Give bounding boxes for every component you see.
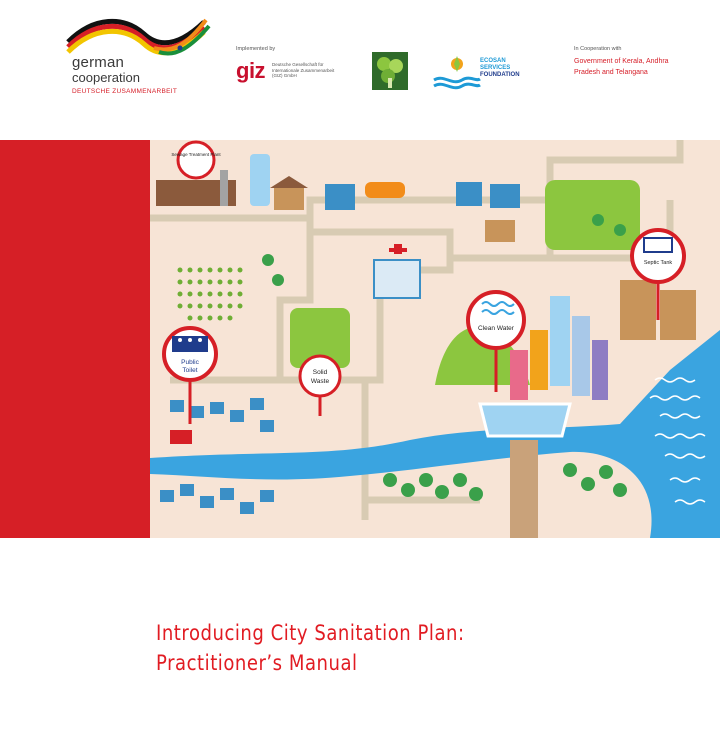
hospital bbox=[374, 244, 420, 298]
implemented-by-label: Implemented by bbox=[236, 46, 276, 52]
septic-tank-label: Septic Tank bbox=[643, 260, 673, 266]
red-side-band bbox=[0, 140, 150, 538]
ecosan-line2: SERVICES bbox=[480, 65, 511, 71]
water-reservoir bbox=[480, 404, 570, 538]
german-cooperation-logo bbox=[64, 12, 214, 112]
sewage-label: Sewage Treatment Plant bbox=[171, 152, 221, 157]
ecosan-logo bbox=[432, 52, 552, 92]
public-toilet-label-2: Toilet bbox=[182, 367, 198, 374]
city-map-svg bbox=[150, 140, 720, 538]
ecosan-line3: FOUNDATION bbox=[480, 72, 520, 78]
cooperation-label: In Cooperation with bbox=[574, 46, 622, 52]
clean-water-label: Clean Water bbox=[478, 325, 514, 332]
solid-waste-label-1: Solid bbox=[312, 369, 328, 376]
ecosan-text bbox=[480, 58, 520, 79]
public-toilet-label-1: Public bbox=[181, 359, 199, 366]
page-title-line2: Practitioner’s Manual bbox=[156, 651, 358, 675]
header bbox=[0, 0, 720, 140]
solid-waste-label-2: Waste bbox=[310, 378, 330, 385]
ecosan-line1: ECOSAN bbox=[480, 58, 506, 64]
river bbox=[150, 330, 720, 538]
page-title-line1: Introducing City Sanitation Plan: bbox=[156, 621, 465, 645]
ecosan-emblem-icon bbox=[432, 52, 482, 92]
german-cooperation-line1: german bbox=[72, 54, 125, 71]
german-cooperation-line3: DEUTSCHE ZUSAMMENARBEIT bbox=[72, 88, 178, 95]
tree-emblem-icon bbox=[372, 52, 408, 90]
giz-description: Deutsche Gesellschaft für Internationale Zusammenarbeit (GIZ) GmbH bbox=[272, 62, 335, 78]
cooperation-text: Government of Kerala, Andhra Pradesh and Telangana bbox=[574, 58, 669, 76]
toilet-icon bbox=[172, 336, 208, 352]
title-block bbox=[156, 618, 515, 678]
field-dots bbox=[178, 268, 243, 321]
flag-swoosh-icon bbox=[64, 12, 214, 57]
city-illustration bbox=[150, 140, 720, 538]
giz-logo: giz bbox=[236, 58, 266, 83]
german-cooperation-line2: cooperation bbox=[72, 70, 140, 85]
